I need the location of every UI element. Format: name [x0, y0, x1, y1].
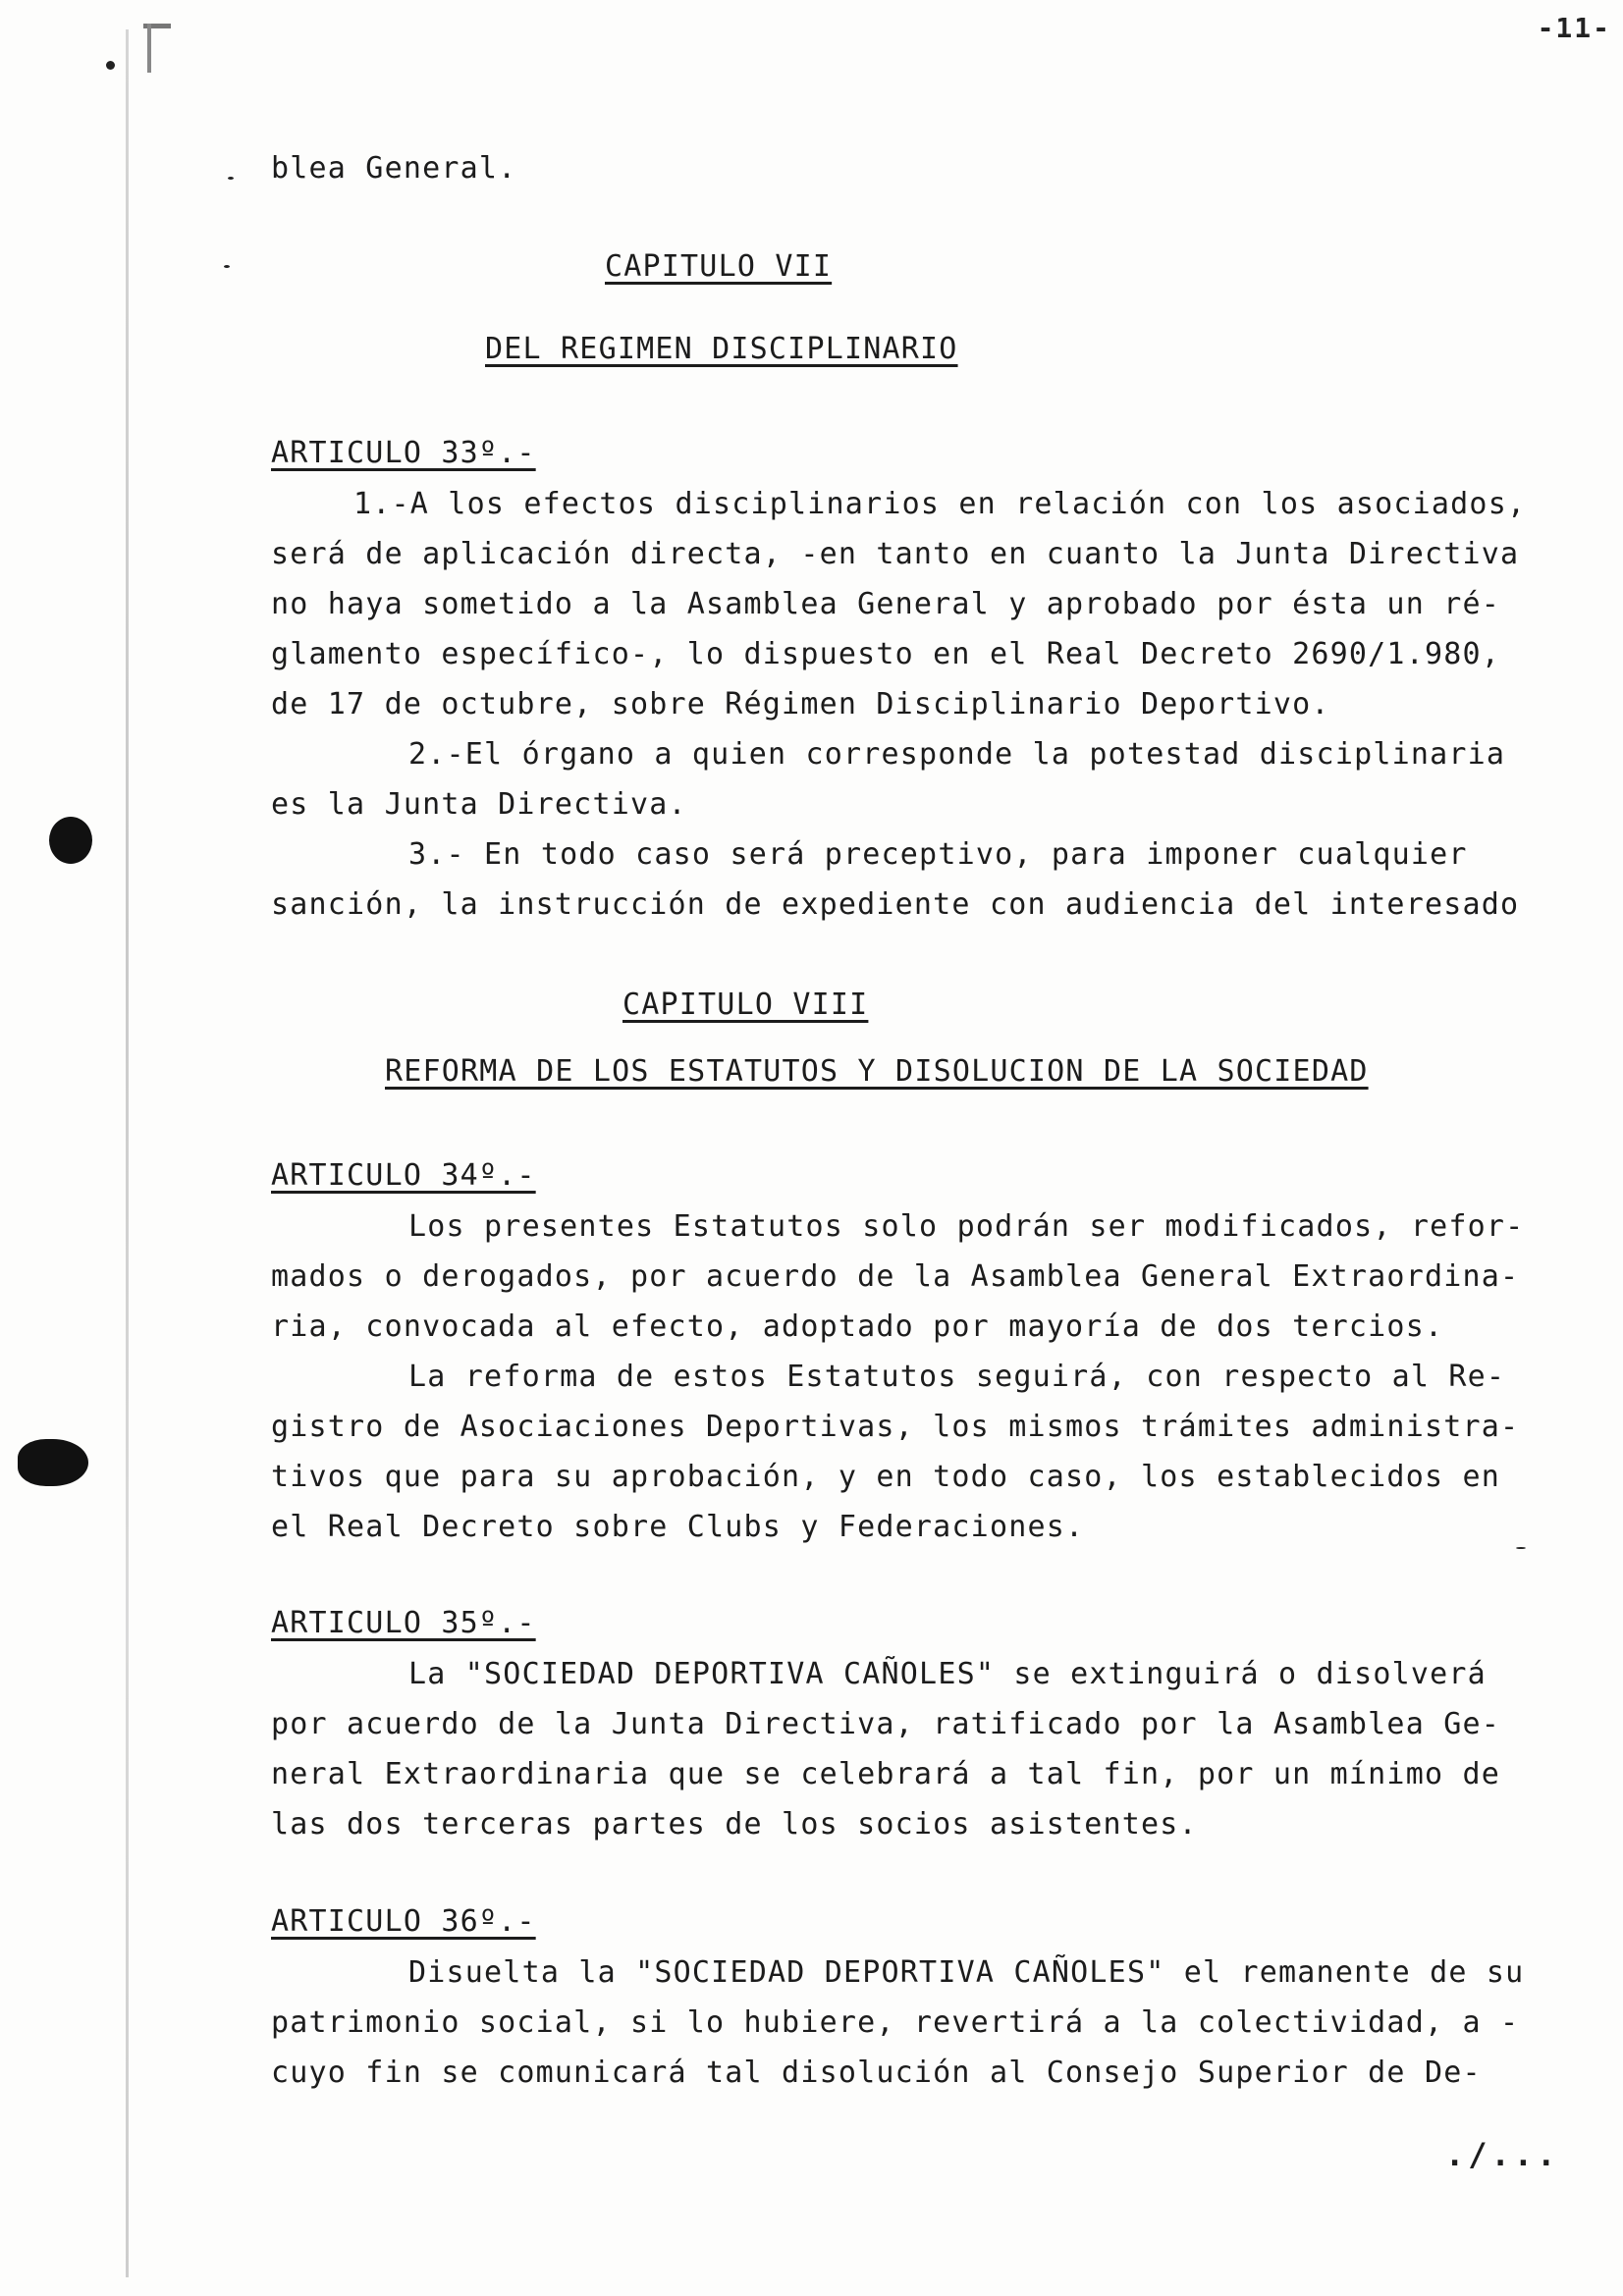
- scan-mark: [147, 24, 151, 73]
- text-line: La "SOCIEDAD DEPORTIVA CAÑOLES" se extinguirá o disolverá: [408, 1657, 1487, 1691]
- page-number: -11-: [1537, 12, 1611, 44]
- article-heading: ARTICULO 36º.-: [271, 1904, 536, 1939]
- intro-text: [271, 143, 1577, 193]
- text-line: La reforma de estos Estatutos seguirá, con respecto al Re-: [408, 1360, 1506, 1394]
- article-36-body: [271, 1948, 1577, 2098]
- text-line: las dos terceras partes de los socios asistentes.: [271, 1807, 1198, 1842]
- text-line: sanción, la instrucción de expediente con audiencia del interesado: [271, 887, 1520, 922]
- text-line: Disuelta la "SOCIEDAD DEPORTIVA CAÑOLES" el remanente de su: [408, 1955, 1525, 1990]
- text-line: de 17 de octubre, sobre Régimen Disciplinario Deportivo.: [271, 687, 1330, 721]
- chapter-subtitle: DEL REGIMEN DISCIPLINARIO: [485, 332, 958, 366]
- text-line: 3.- En todo caso será preceptivo, para imponer cualquier: [408, 837, 1468, 872]
- article-heading: ARTICULO 35º.-: [271, 1606, 536, 1640]
- text-line: neral Extraordinaria que se celebrará a tal fin, por un mínimo de: [271, 1757, 1500, 1791]
- text-line: Los presentes Estatutos solo podrán ser modificados, refor-: [408, 1209, 1525, 1244]
- text-line: glamento específico-, lo dispuesto en el Real Decreto 2690/1.980,: [271, 637, 1500, 671]
- chapter-title: CAPITULO VIII: [622, 988, 869, 1022]
- text-line: 1.-A los efectos disciplinarios en relación con los asociados,: [353, 487, 1527, 521]
- article-heading: ARTICULO 33º.-: [271, 436, 536, 470]
- text-line: gistro de Asociaciones Deportivas, los mismos trámites administra-: [271, 1410, 1520, 1444]
- text-line: por acuerdo de la Junta Directiva, ratificado por la Asamblea Ge-: [271, 1707, 1500, 1741]
- continuation-mark: ./...: [1445, 2136, 1560, 2173]
- text-line: será de aplicación directa, -en tanto en cuanto la Junta Directiva: [271, 537, 1520, 571]
- scan-speck: [228, 177, 234, 180]
- chapter-title: CAPITULO VII: [605, 249, 833, 284]
- article-33-body: [271, 479, 1577, 930]
- text-line: cuyo fin se comunicará tal disolución al Consejo Superior de De-: [271, 2056, 1482, 2090]
- text-line: mados o derogados, por acuerdo de la Asamblea General Extraordina-: [271, 1259, 1520, 1294]
- text-line: tivos que para su aprobación, y en todo caso, los establecidos en: [271, 1460, 1500, 1494]
- article-heading: ARTICULO 34º.-: [271, 1158, 536, 1193]
- scan-speck: [224, 265, 230, 268]
- text-line: patrimonio social, si lo hubiere, revertirá a la colectividad, a -: [271, 2005, 1520, 2040]
- punch-hole: [49, 817, 92, 864]
- punch-hole: [18, 1439, 88, 1486]
- text-line: ria, convocada al efecto, adoptado por mayoría de dos tercios.: [271, 1309, 1444, 1344]
- text-line: el Real Decreto sobre Clubs y Federaciones.: [271, 1510, 1085, 1544]
- scan-speck: [106, 61, 115, 70]
- text-line: 2.-El órgano a quien corresponde la potestad disciplinaria: [408, 737, 1506, 772]
- chapter-subtitle: REFORMA DE LOS ESTATUTOS Y DISOLUCION DE LA SOCIEDAD: [385, 1054, 1369, 1089]
- scan-fold-line: [126, 29, 129, 2277]
- text-line: no haya sometido a la Asamblea General y aprobado por ésta un ré-: [271, 587, 1500, 621]
- text-line: es la Junta Directiva.: [271, 787, 687, 822]
- text-line: blea General.: [271, 151, 517, 186]
- article-35-body: [271, 1649, 1577, 1849]
- article-34-body: [271, 1201, 1577, 1552]
